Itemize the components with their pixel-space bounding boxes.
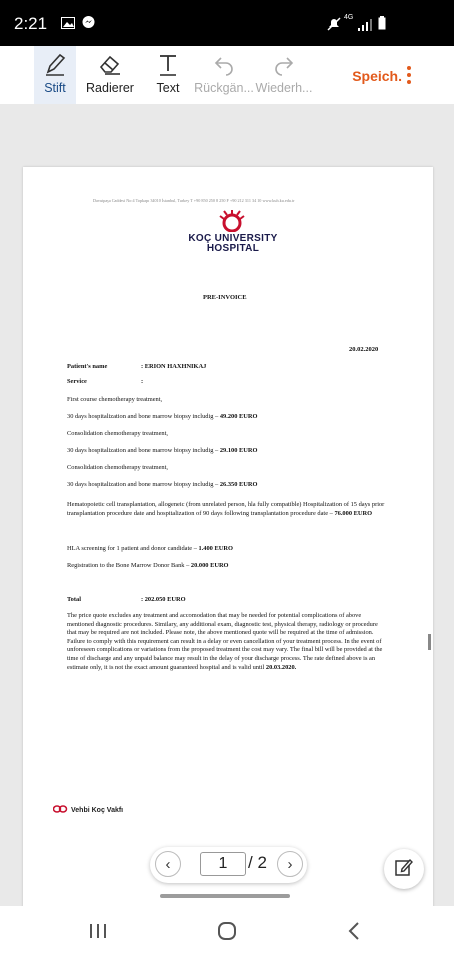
- pen-icon: [34, 46, 76, 76]
- transplant-paragraph: Hematopoietic cell transplantation, allogeneic (from unrelated person, hla fully compatible) Hospitalization of 15 days prior transplantation procedure date and hospitalization of 90 days following transplantation procedure date – 76.000 EURO: [67, 501, 385, 517]
- patient-label: Patient's name: [67, 363, 108, 370]
- document-title: PRE-INVOICE: [203, 294, 247, 301]
- messenger-icon: [82, 16, 95, 34]
- text-tool-button[interactable]: [148, 46, 188, 104]
- status-bar: [0, 0, 454, 46]
- patient-name: : ERION HAXHNIKAJ: [141, 363, 207, 370]
- next-page-button[interactable]: [277, 851, 303, 877]
- page-navigator: [150, 847, 307, 883]
- vertical-scroll-indicator[interactable]: [428, 634, 431, 650]
- disclaimer-paragraph: The price quote excludes any treatment and accomodation that may be needed for potential complications of above mentioned diagnostic procedures. Similary, any additional exam, diagnostic test, physical therapy, radiology or procedure that may be required are not included. Please note, the above mentioned quote will be required at the time of admission. Failure to comply with this requirement can result in a delay or even cancellation of your treatment process. In the event of unforeseen complications or variations from the proposed treatment the cost may vary. The final bill will be provided at the time of discharge and any unpaid balance may result in the delay of your discharge process. The rate defined above is an estimate only, it is not the exact amount guaranteed hospital and is valid until 20.03.2020.: [67, 612, 383, 671]
- gallery-icon: [61, 16, 75, 34]
- eraser-tool-label: Radierer: [86, 81, 134, 95]
- service-colon: :: [141, 378, 144, 385]
- edit-icon: [394, 857, 414, 882]
- item-line: 30 days hospitalization and bone marrow biopsy includig – 26.350 EURO: [67, 481, 258, 488]
- text-tool-label: Text: [156, 81, 180, 95]
- hla-line: HLA screening for 1 patient and donor candidate – 1.400 EURO: [67, 545, 233, 552]
- pen-tool-button[interactable]: [34, 46, 76, 104]
- redo-label: Wiederh...: [255, 81, 313, 95]
- pen-tool-label: Stift: [44, 81, 66, 95]
- horizontal-scroll-indicator[interactable]: [160, 894, 290, 898]
- page-total: / 2: [248, 853, 267, 872]
- foundation-logo: [53, 805, 123, 815]
- item-line: 30 days hospitalization and bone marrow biopsy includig – 49.200 EURO: [67, 413, 258, 420]
- hospital-name: [153, 234, 313, 254]
- editor-toolbar: [0, 46, 454, 105]
- eraser-tool-button[interactable]: [82, 46, 138, 104]
- battery-icon: [378, 16, 386, 35]
- recent-apps-icon: [88, 922, 108, 945]
- chevron-left-icon: ‹: [165, 855, 171, 873]
- service-label: Service: [67, 378, 87, 385]
- item-line: 30 days hospitalization and bone marrow biopsy includig – 29.100 EURO: [67, 447, 258, 454]
- home-button[interactable]: [207, 918, 247, 948]
- save-button[interactable]: Speich.: [352, 68, 402, 84]
- item-line: Consolidation chemotherapy treatment,: [67, 430, 168, 437]
- redo-button[interactable]: [255, 46, 313, 104]
- document-page[interactable]: [23, 167, 433, 947]
- hospital-address: Davutpaşa Caddesi No:4 Topkapı 34010 İstanbul, Turkey T +90 850 250 8 250 F +90 212 311 34 10 www.kuh.ku.edu.tr: [93, 198, 295, 203]
- mute-icon: [327, 17, 341, 36]
- foundation-logo-text: Vehbi Koç Vakfı: [71, 806, 124, 814]
- undo-label: Rückgän...: [194, 81, 254, 95]
- back-button[interactable]: [334, 918, 374, 948]
- system-nav-bar: [0, 906, 454, 960]
- document-canvas[interactable]: [0, 104, 454, 906]
- foundation-logo-icon: [53, 805, 69, 815]
- registration-line: Registration to the Bone Marrow Donor Bank – 20.000 EURO: [67, 562, 229, 569]
- total-value: : 202.050 EURO: [141, 596, 186, 603]
- home-icon: [217, 921, 237, 946]
- chevron-right-icon: ›: [287, 855, 293, 873]
- pre-invoice-document: [23, 167, 433, 947]
- item-line: First course chemotherapy treatment,: [67, 396, 163, 403]
- previous-page-button[interactable]: [155, 851, 181, 877]
- back-icon: [347, 921, 361, 946]
- hospital-name-line2: HOSPITAL: [206, 243, 260, 254]
- recent-apps-button[interactable]: [78, 918, 118, 948]
- eraser-icon: [82, 46, 138, 76]
- undo-icon: [193, 46, 255, 76]
- page-number-input[interactable]: 1: [200, 852, 246, 876]
- network-type: 4G: [344, 14, 354, 21]
- edit-button[interactable]: [384, 849, 424, 889]
- document-date: 20.02.2020: [349, 346, 379, 353]
- clock: 2:21: [14, 14, 48, 33]
- text-icon: [148, 46, 188, 76]
- total-label: Total: [67, 596, 81, 603]
- signal-icon: [358, 18, 372, 36]
- redo-icon: [255, 46, 313, 76]
- undo-button[interactable]: [193, 46, 255, 104]
- more-options-icon[interactable]: [406, 66, 412, 88]
- hospital-name-line1: KOÇ UNIVERSITY: [188, 233, 278, 244]
- item-line: Consolidation chemotherapy treatment,: [67, 464, 168, 471]
